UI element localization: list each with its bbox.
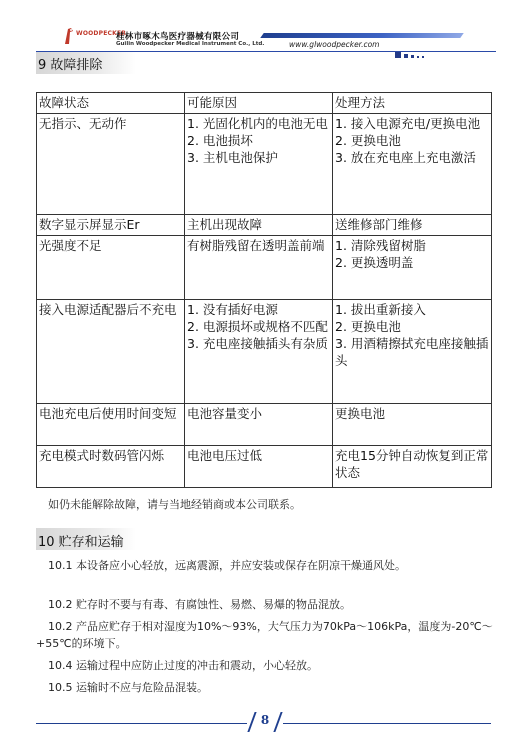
cell-text: 电池容量变小	[187, 406, 263, 421]
table-row	[37, 215, 492, 236]
table-cell	[37, 300, 185, 404]
storage-paragraph: 10.4 运输过程中应防止过度的冲击和震动，小心轻放。	[48, 659, 318, 672]
footer-rule-left	[36, 723, 247, 724]
storage-paragraph: 10.2 贮存时不要与有毒、有腐蚀性、易燃、易爆的物品混放。	[48, 598, 351, 611]
cell-text: 电池电压过低	[187, 448, 263, 463]
storage-paragraph: 10.2 产品应贮存于相对湿度为10%～93%，大气压力为70kPa～106kPa，温度为-20℃～+55℃的环境下。	[36, 620, 493, 650]
table-cell	[185, 114, 333, 215]
cell-text: 送维修部门维修	[335, 217, 423, 232]
cell-text: 3. 主机电池保护	[187, 150, 278, 165]
section-title: 9 故障排除	[38, 58, 103, 73]
woodpecker-logo-icon	[62, 26, 76, 46]
cell-text: 2. 更换透明盖	[335, 255, 414, 270]
cell-text: 无指示、无动作	[39, 116, 127, 131]
table-row	[37, 300, 492, 404]
table-header-cell: 故障状态	[37, 93, 185, 114]
cell-text: 接入电源适配器后不充电	[39, 302, 177, 317]
cell-text: 3. 放在充电座上充电激活	[335, 150, 476, 165]
table-header-row	[37, 93, 492, 114]
table-cell	[185, 300, 333, 404]
table-row	[37, 446, 492, 488]
company-name-cn: 桂林市啄木鸟医疗器械有限公司	[116, 32, 240, 42]
table-cell	[185, 215, 333, 236]
cell-text: 1. 拔出重新接入	[335, 302, 426, 317]
table-row	[37, 114, 492, 215]
cell-text: 充电15分钟自动恢复到正常状态	[335, 448, 489, 480]
contact-note: 如仍未能解除故障，请与当地经销商或本公司联系。	[48, 498, 301, 511]
cell-text: 2. 更换电池	[335, 133, 401, 148]
cell-text: 3. 用酒精擦拭充电座接触插头	[335, 336, 489, 368]
table-header-cell: 可能原因	[185, 93, 333, 114]
table-cell	[37, 236, 185, 300]
table-row	[37, 404, 492, 446]
cell-text: 2. 更换电池	[335, 319, 401, 334]
cell-text: 充电模式时数码管闪烁	[39, 448, 165, 463]
cell-text: 1. 光固化机内的电池无电	[187, 116, 328, 131]
website-url: www.glwoodpecker.com	[289, 40, 380, 49]
cell-text: 3. 充电座接触插头有杂质	[187, 336, 328, 351]
table-cell	[185, 446, 333, 488]
page-header	[0, 0, 529, 58]
cell-text: 1. 清除残留树脂	[335, 238, 426, 253]
cell-text: 主机出现故障	[187, 217, 263, 232]
cell-text: 数字显示屏显示Er	[39, 217, 140, 232]
header-dots	[395, 43, 427, 62]
cell-text: 有树脂残留在透明盖前端	[187, 238, 325, 253]
table-cell	[333, 446, 492, 488]
logo-text: WOODPECKER	[76, 30, 127, 37]
table-cell	[37, 404, 185, 446]
table-cell	[333, 114, 492, 215]
table-cell	[333, 215, 492, 236]
table-cell	[37, 215, 185, 236]
table-cell	[37, 114, 185, 215]
table-cell	[185, 404, 333, 446]
cell-text: 电池充电后使用时间变短	[39, 406, 177, 421]
troubleshooting-table	[36, 92, 492, 488]
table-cell	[185, 236, 333, 300]
company-name-en: Guilin Woodpecker Medical Instrument Co., Ltd.	[116, 41, 265, 47]
table-cell	[333, 404, 492, 446]
cell-text: 1. 接入电源充电/更换电池	[335, 116, 481, 131]
table-header-cell: 处理方法	[333, 93, 492, 114]
table-cell	[333, 300, 492, 404]
cell-text: 光强度不足	[39, 238, 102, 253]
cell-text: 1. 没有插好电源	[187, 302, 278, 317]
header-band	[260, 33, 464, 38]
table-cell	[37, 446, 185, 488]
company-logo	[62, 26, 127, 48]
page-number-box	[247, 712, 283, 732]
cell-text: 更换电池	[335, 406, 386, 421]
cell-text: 2. 电源损坏或规格不匹配	[187, 319, 328, 334]
page-number: 8	[260, 713, 270, 727]
table-cell	[333, 236, 492, 300]
section-title: 10 贮存和运输	[38, 535, 124, 550]
storage-paragraph: 10.5 运输时不应与危险品混装。	[48, 681, 208, 694]
cell-text: 2. 电池损坏	[187, 133, 253, 148]
table-row	[37, 236, 492, 300]
footer-rule-right	[283, 723, 491, 724]
storage-paragraph: 10.1 本设备应小心轻放，远离震源，并应安装或保存在阴凉干燥通风处。	[48, 559, 406, 572]
